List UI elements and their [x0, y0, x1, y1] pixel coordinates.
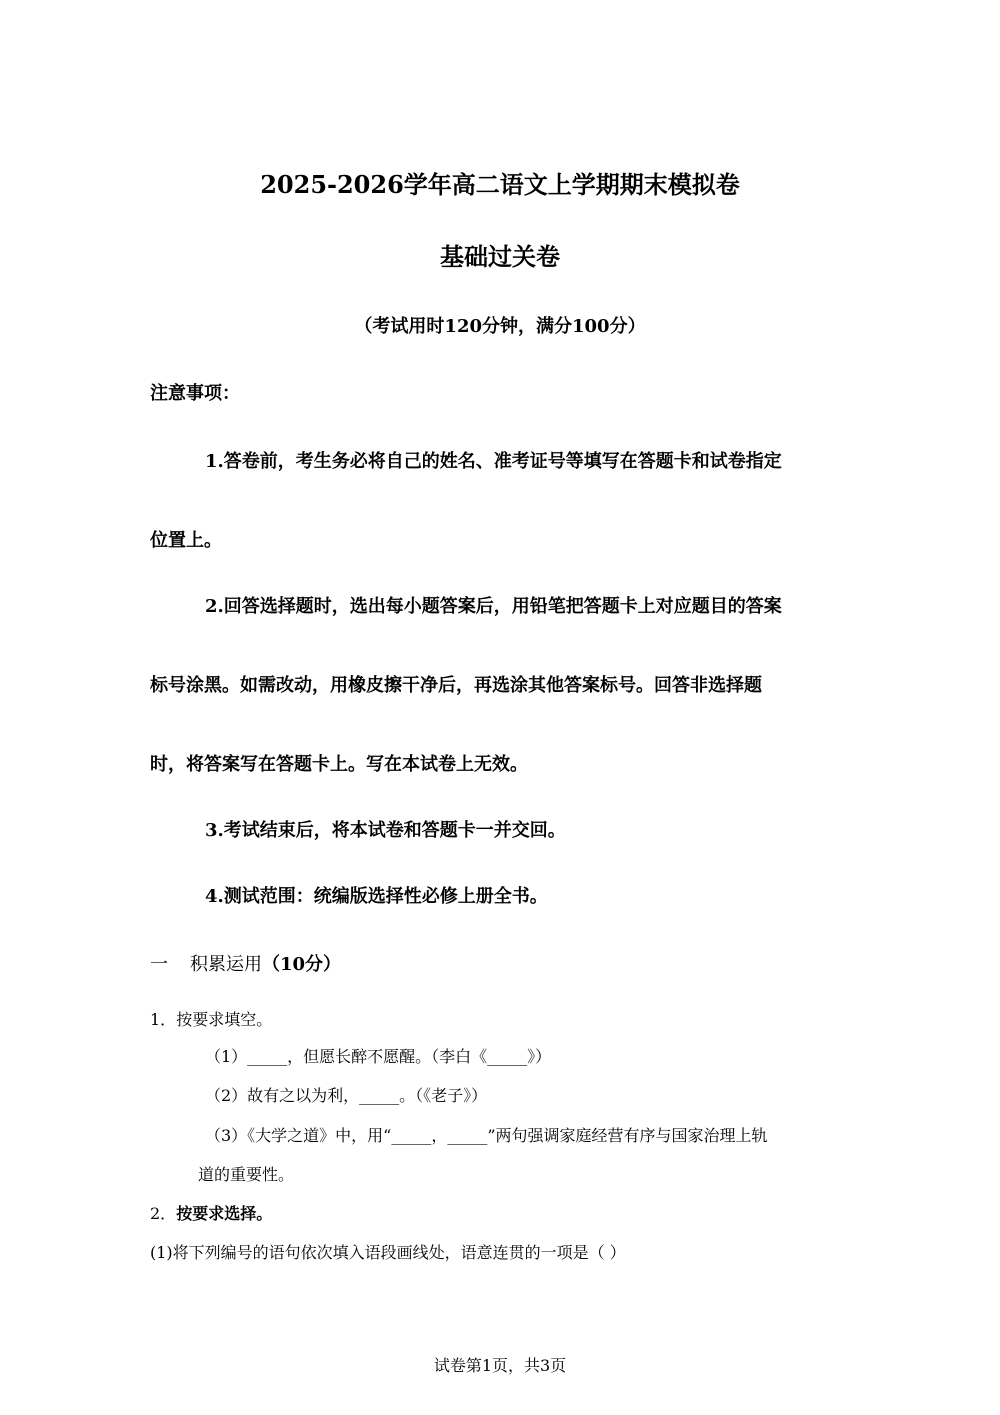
question-2 [150, 1206, 272, 1222]
question-1-sub-3-line-2: 道的重要性。 [198, 1165, 295, 1184]
question-1 [150, 1012, 272, 1028]
question-1-text: 按要求填空。 [176, 1010, 273, 1029]
question-2-text: 按要求选择。 [176, 1204, 273, 1223]
section-number: 一 [150, 954, 168, 975]
notice-item-2-line-2: 标号涂黑。如需改动，用橡皮擦干净后，再选涂其他答案标号。回答非选择题 [150, 675, 762, 696]
question-2-sub-1: (1)将下列编号的语句依次填入语段画线处，语意连贯的一项是（ ） [150, 1243, 626, 1262]
question-1-sub-3-line-1: （3）《大学之道》中，用“_____，_____”两句强调家庭经营有序与国家治理上轨 [205, 1126, 768, 1145]
notice-item-3: 3.考试结束后，将本试卷和答题卡一并交回。 [205, 820, 566, 841]
question-1-number: 1． [150, 1010, 177, 1029]
exam-title: 2025-2026学年高二语文上学期期末模拟卷 [260, 170, 740, 199]
notice-item-2-line-1: 2.回答选择题时，选出每小题答案后，用铅笔把答题卡上对应题目的答案 [205, 596, 782, 617]
notice-item-2-line-3: 时，将答案写在答题卡上。写在本试卷上无效。 [150, 754, 528, 775]
section-score: （10分） [262, 954, 342, 975]
section-title: 积累运用 [190, 954, 262, 975]
question-1-sub-2: （2）故有之以为利，_____。（《老子》） [205, 1086, 488, 1105]
question-2-number: 2． [150, 1204, 177, 1223]
section-heading [150, 956, 341, 974]
exam-subtitle: 基础过关卷 [440, 242, 560, 271]
notice-item-1-line-2: 位置上。 [150, 530, 222, 551]
notice-item-1-line-1: 1.答卷前，考生务必将自己的姓名、准考证号等填写在答题卡和试卷指定 [205, 451, 782, 472]
question-1-sub-1: （1）_____，但愿长醉不愿醒。（李白《_____》） [205, 1047, 552, 1066]
notice-heading: 注意事项： [150, 383, 240, 404]
exam-time-info: （考试用时120分钟，满分100分） [354, 316, 646, 337]
notice-item-4: 4.测试范围：统编版选择性必修上册全书。 [205, 886, 548, 907]
page-footer: 试卷第1页，共3页 [433, 1356, 567, 1375]
